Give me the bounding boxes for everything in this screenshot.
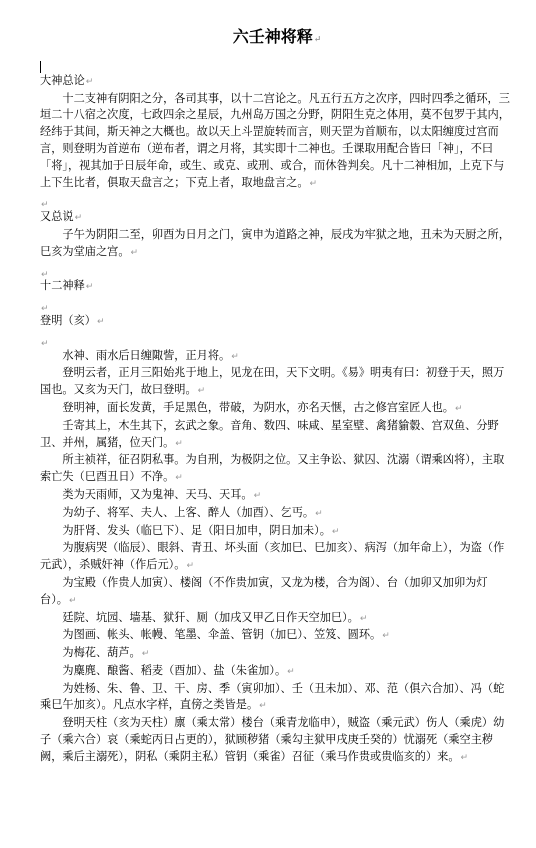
paragraph [40, 487, 514, 505]
paragraph-mark-icon: ↵ [259, 701, 267, 712]
paragraph [40, 681, 514, 716]
paragraph-mark-icon: ↵ [359, 613, 368, 624]
paragraph-text: 为腹病哭（临辰）、眼斜、青丑、坏头面（亥加巳、巳加亥）、病泻（加年命上），为盗（作元武），杀贼奸神（作后元）。 [40, 541, 505, 572]
paragraph [40, 610, 514, 628]
section-heading [40, 73, 514, 91]
paragraph-text: 子午为阴阳二至，卯酉为日月之门，寅申为道路之神，辰戌为牢狱之地，丑未为天厨之所，巳亥为堂庙之宫。 [40, 227, 510, 258]
section-heading-text: 登明（亥） [40, 313, 96, 327]
paragraph [40, 227, 514, 262]
section-heading-text: 又总说 [40, 210, 74, 224]
paragraph-text: 为宝殿（作贵人加寅）、楼阁（不作贵加寅，又龙为楼，合为阁）、台（加卯又加卯为灯台）。 [40, 575, 488, 606]
paragraph-mark-icon: ↵ [41, 304, 49, 315]
paragraph-text: 为姓杨、朱、鲁、卫、干、房、季（寅卯加）、壬（丑未加）、邓、范（俱六合加）、冯（蛇乘巳午加亥）。凡点水字样，直傍之类皆是。 [40, 681, 505, 712]
paragraph-text: 为幼子、将军、夫人、上客、醉人（加酉）、乞丐。 [62, 505, 315, 519]
paragraph-mark-icon: ↵ [460, 752, 469, 763]
paragraph-mark-icon: ↵ [186, 561, 194, 572]
paragraph-text: 廷院、坑园、墙基、狱犴、厕（加戌又甲乙日作天空加巳）。 [62, 610, 359, 624]
paragraph [40, 400, 514, 418]
paragraph-mark-icon: ↵ [130, 247, 139, 258]
blank-line [40, 262, 514, 279]
paragraph-text: 类为天雨师，又为鬼神、天马、天耳。 [62, 487, 253, 501]
paragraph [40, 715, 514, 766]
paragraph-mark-icon: ↵ [41, 200, 49, 211]
paragraph [40, 348, 514, 366]
paragraph-mark-icon: ↵ [454, 403, 463, 414]
document-body[interactable] [40, 56, 514, 767]
paragraph-text: 十二支神有阴阳之分，各司其事，以十二宫论之。凡五行五方之次序，四时四季之循环，三垣二十八宿之次度，七政四余之星辰，九州岛万国之分野，阴阳生克之体用，莫不包罗于其内，经纬于其间，斯天神之大概也。故以天上斗罡旋转而言，则天罡为首顺布，以太阳缠度过宫而言，则登明为首逆布（逆布者，谓之月将，其实即十二神也。壬课取用配合皆曰「神」，不曰「将」，视其加于日辰年命，或生、或克、或刑、或合，而休咎判矣。凡十二神相加，上克下与上下生比者，俱取天盘言之；下克上者，取地盘言之。 [40, 91, 510, 189]
paragraph-text: 为麋麂、酿酱、稻麦（酉加）、盐（朱雀加）。 [62, 663, 287, 677]
paragraph-mark-icon: ↵ [315, 508, 323, 519]
paragraph-text: 壬寄其上，木生其下，玄武之象。音角、数四、味咸、星室壁、禽猪貐豰、宫双鱼、分野卫、并州，属猪，位天门。 [40, 418, 499, 449]
paragraph [40, 663, 514, 681]
blank-line [40, 192, 514, 209]
text-cursor-line [40, 56, 514, 73]
paragraph [40, 575, 514, 610]
paragraph [40, 523, 514, 541]
paragraph-mark-icon: ↵ [309, 178, 318, 189]
paragraph-mark-icon: ↵ [41, 338, 49, 349]
text-cursor-icon [40, 61, 41, 73]
paragraph-mark-icon: ↵ [74, 213, 83, 224]
document-title [40, 22, 514, 52]
paragraph-text: 登明神，面长发黄，手足黑色，带破，为阴水，亦名天惬，古之修宫室匠人也。 [62, 400, 454, 414]
paragraph-mark-icon: ↵ [313, 35, 322, 45]
paragraph-mark-icon: ↵ [382, 631, 390, 642]
paragraph-mark-icon: ↵ [231, 351, 239, 362]
paragraph-mark-icon: ↵ [96, 316, 105, 327]
paragraph [40, 627, 514, 645]
paragraph [40, 91, 514, 193]
paragraph-mark-icon: ↵ [287, 666, 295, 677]
paragraph-mark-icon: ↵ [85, 76, 94, 87]
paragraph-text: 登明天柱（亥为天柱）廪（乘太常）楼台（乘青龙临申），贼盗（乘元武）伤人（乘虎）幼子（乘六合）哀（乘蛇丙日占更的），狱顾秽猪（乘勾主狱甲戌庚壬癸的）忧溺死（乘空主秽阙，乘后主溺死），阴私（乘阴主私）管钥（乘雀）召征（乘马作贵或贵临亥的）来。 [40, 716, 505, 763]
section-heading [40, 313, 514, 331]
paragraph-text: 为梅花、葫芦。 [62, 646, 141, 660]
paragraph-mark-icon: ↵ [331, 526, 340, 537]
section-heading-text: 大神总论 [40, 73, 85, 87]
paragraph-mark-icon: ↵ [85, 282, 94, 293]
paragraph-mark-icon: ↵ [253, 490, 262, 501]
section-heading [40, 209, 514, 227]
section-heading-text: 十二神释 [40, 279, 85, 293]
paragraph [40, 365, 514, 400]
paragraph-mark-icon: ↵ [41, 269, 49, 280]
paragraph-mark-icon: ↵ [175, 473, 183, 484]
paragraph-text: 登明云者，正月三阳始兆于地上，见龙在田，天下文明。《易》明夷有曰：初登于天，照万国也。又亥为天门，故曰登明。 [40, 366, 505, 397]
section-heading [40, 278, 514, 296]
paragraph-mark-icon: ↵ [175, 438, 183, 449]
paragraph-mark-icon: ↵ [68, 595, 77, 606]
blank-line [40, 296, 514, 313]
paragraph [40, 645, 514, 663]
blank-line [40, 331, 514, 348]
document-title-text: 六壬神将释 [232, 27, 313, 46]
paragraph-text: 为图画、帐头、帐幔、笔墨、伞盖、管钥（加巳）、笠笈、圆环。 [62, 628, 382, 642]
paragraph [40, 452, 514, 487]
paragraph-text: 水神、雨水后日缠陬訾，正月将。 [62, 348, 231, 362]
paragraph-text: 所主祯祥，征召阴私事。为自刑，为极阴之位。又主争讼、狱囚、沈溺（谓乘凶将），主取索亡失（巳酉丑日）不净。 [40, 453, 505, 484]
paragraph-mark-icon: ↵ [197, 386, 206, 397]
paragraph-mark-icon: ↵ [141, 649, 150, 660]
paragraph [40, 540, 514, 575]
paragraph-text: 为肝肾、发头（临巳下）、足（阳日加申，阴日加未）。 [62, 523, 331, 537]
paragraph [40, 505, 514, 523]
paragraph [40, 418, 514, 453]
